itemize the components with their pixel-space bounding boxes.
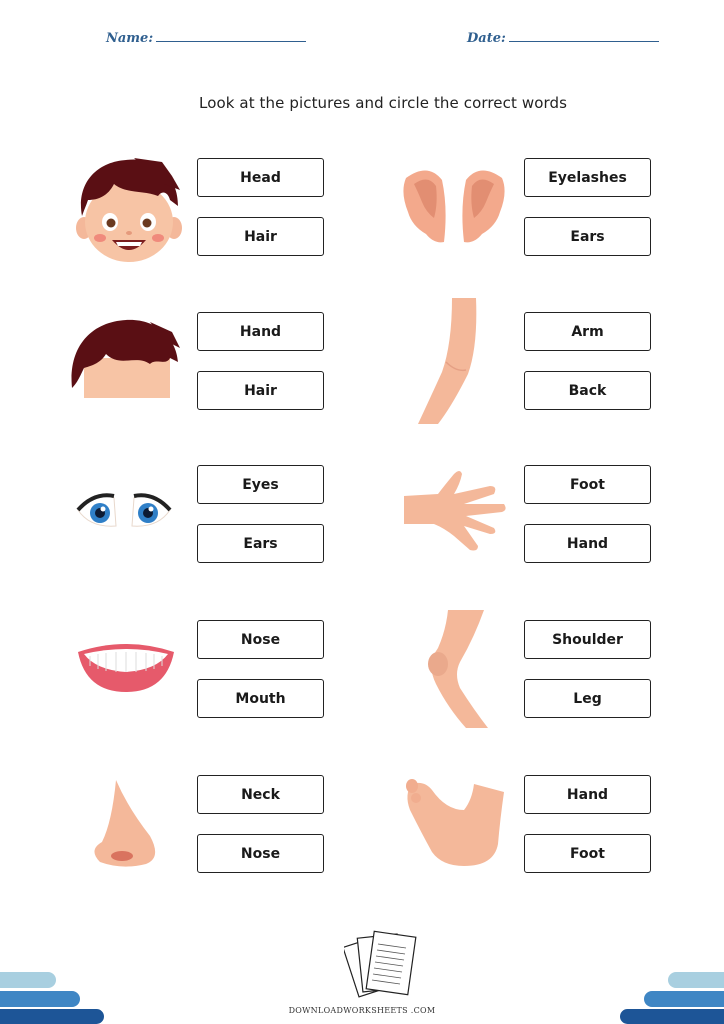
foot-icon — [402, 770, 508, 870]
option-box[interactable] — [524, 465, 651, 504]
option-label: Head — [240, 169, 281, 186]
option-box[interactable] — [197, 834, 324, 873]
option-box[interactable] — [524, 524, 651, 563]
option-label: Ears — [570, 228, 605, 245]
hair-icon — [70, 318, 182, 400]
hand-icon — [404, 466, 508, 554]
option-box[interactable] — [197, 775, 324, 814]
option-box[interactable] — [197, 217, 324, 256]
stripe-right-dark — [620, 1009, 724, 1024]
option-label: Mouth — [235, 690, 286, 707]
option-label: Hair — [244, 382, 277, 399]
option-label: Leg — [573, 690, 602, 707]
instructions-text: Look at the pictures and circle the correct words — [199, 94, 568, 112]
option-label: Arm — [571, 323, 604, 340]
footer-site: DOWNLOADWORKSHEETS .COM — [288, 1006, 436, 1015]
option-box[interactable] — [524, 620, 651, 659]
stripe-left-dark — [0, 1009, 104, 1024]
option-label: Eyes — [242, 476, 279, 493]
option-label: Back — [568, 382, 607, 399]
option-label: Hand — [566, 786, 609, 803]
option-label: Hair — [244, 228, 277, 245]
option-label: Foot — [570, 845, 605, 862]
name-line[interactable] — [156, 30, 306, 42]
date-line[interactable] — [509, 30, 659, 42]
leg-icon — [420, 608, 492, 730]
option-label: Ears — [243, 535, 278, 552]
option-label: Eyelashes — [548, 169, 627, 186]
name-field[interactable] — [106, 30, 306, 46]
date-label: Date: — [467, 31, 506, 46]
name-label: Name: — [106, 31, 154, 46]
option-label: Neck — [241, 786, 280, 803]
option-label: Nose — [240, 845, 281, 862]
option-box[interactable] — [197, 620, 324, 659]
option-label: Shoulder — [552, 631, 623, 648]
mouth-icon — [76, 640, 176, 694]
option-box[interactable] — [197, 158, 324, 197]
option-box[interactable] — [524, 158, 651, 197]
stripe-right-light — [668, 972, 724, 988]
option-box[interactable] — [524, 679, 651, 718]
option-box[interactable] — [524, 371, 651, 410]
option-box[interactable] — [197, 524, 324, 563]
stripe-left-light — [0, 972, 56, 988]
option-box[interactable] — [197, 371, 324, 410]
option-label: Hand — [566, 535, 609, 552]
option-label: Nose — [240, 631, 281, 648]
ears-icon — [398, 168, 510, 244]
date-field[interactable] — [467, 30, 659, 46]
option-box[interactable] — [524, 312, 651, 351]
option-box[interactable] — [197, 465, 324, 504]
nose-icon — [88, 778, 162, 868]
option-box[interactable] — [524, 775, 651, 814]
option-box[interactable] — [197, 312, 324, 351]
worksheets-stack-icon — [344, 930, 418, 1002]
stripe-left-mid — [0, 991, 80, 1007]
stripe-right-mid — [644, 991, 724, 1007]
option-label: Hand — [239, 323, 282, 340]
option-box[interactable] — [197, 679, 324, 718]
arm-icon — [416, 296, 488, 426]
option-box[interactable] — [524, 217, 651, 256]
boy-head-icon — [74, 156, 184, 264]
option-box[interactable] — [524, 834, 651, 873]
eyes-icon — [76, 488, 172, 530]
option-label: Foot — [570, 476, 605, 493]
